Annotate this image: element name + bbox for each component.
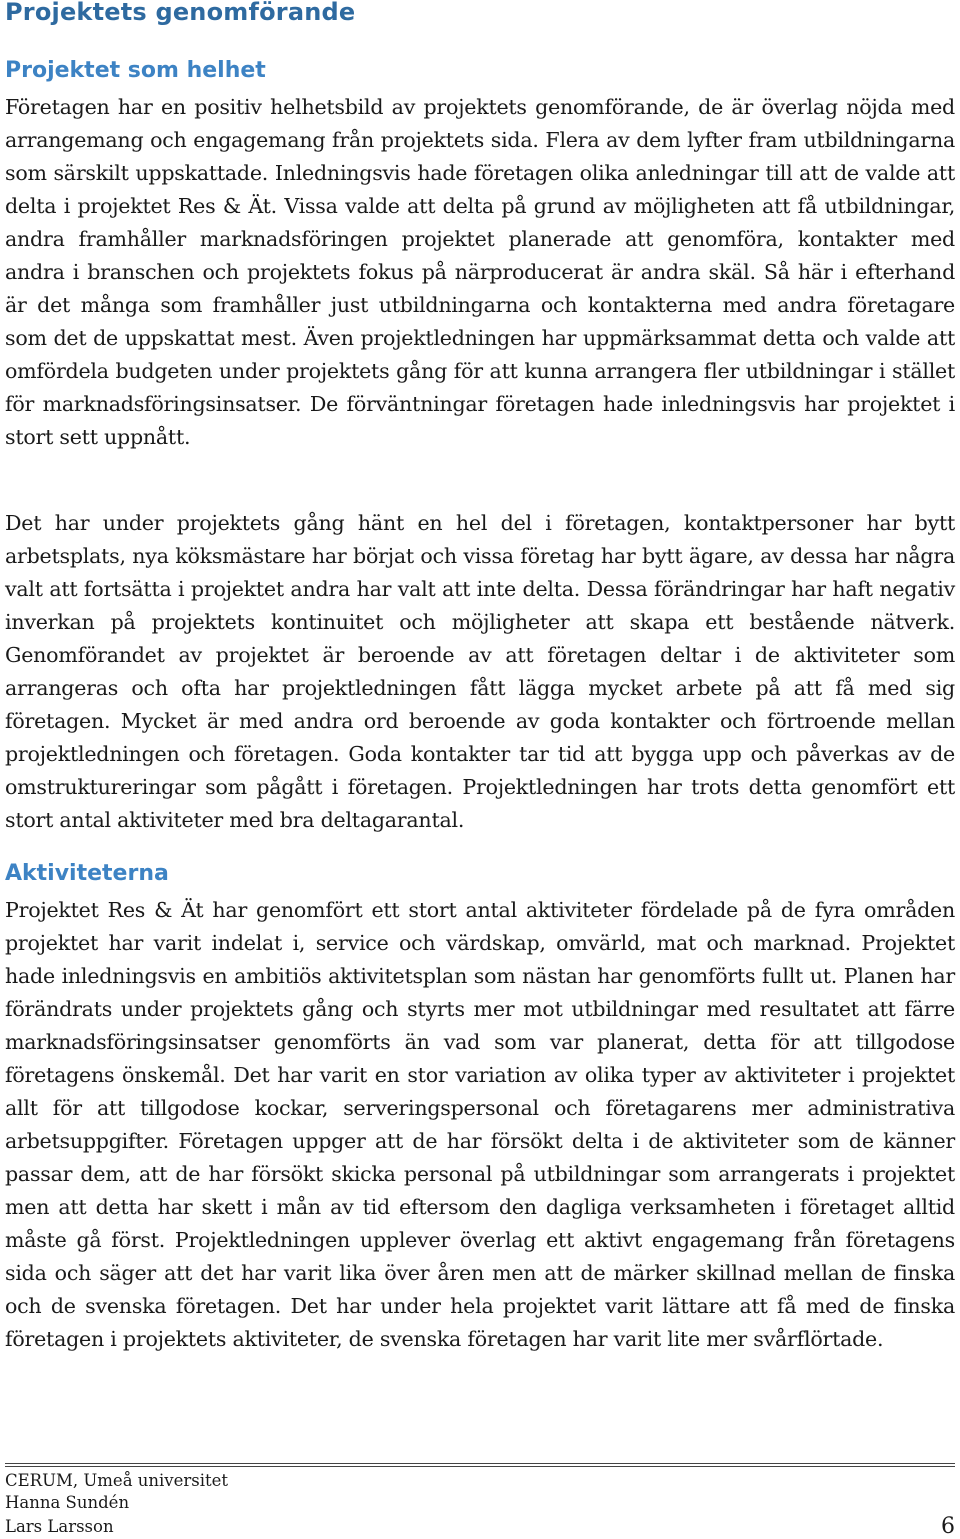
- section-heading-projektet-som-helhet: Projektet som helhet: [5, 58, 266, 83]
- page-title: Projektets genomförande: [5, 0, 356, 26]
- paragraph-1: Företagen har en positiv helhetsbild av projektets genomförande, de är överlag nöjda med arrangemang och engagemang från projektets sida. Flera av dem lyfter fram utbildningarna som särskilt uppskattade. Inledningsvis hade företagen olika anledningar till att de valde att delta i projektet Res & Ät. Vissa valde att delta på grund av möjligheten att få utbildningar, andra framhåller marknadsföringen projektet planerade att genomföra, kontakter med andra i branschen och projektets fokus på närproducerat är andra skäl. Så här i efterhand är det många som framhåller just utbildningarna och kontakterna med andra företagare som det de uppskattat mest. Även projektledningen har uppmärksammat detta och valde att omfördela budgeten under projektets gång för att kunna arrangera fler utbildningar i stället för marknadsföringsinsatser. De förväntningar företagen hade inledningsvis har projektet i stort sett uppnått.: [5, 95, 955, 449]
- section-heading-aktiviteterna: Aktiviteterna: [5, 861, 169, 886]
- footer-org: CERUM, Umeå universitet: [5, 1471, 229, 1490]
- paragraph-3: Projektet Res & Ät har genomfört ett stort antal aktiviteter fördelade på de fyra områden projektet har varit indelat i, service och värdskap, omvärld, mat och marknad. Projektet hade inledningsvis en ambitiös aktivitetsplan som nästan har genomförts fullt ut. Planen har förändrats under projektets gång och styrts mer mot utbildningar med resultatet att färre marknadsföringsinsatser genomförts än vad som var planerat, detta för att tillgodose företagens önskemål. Det har varit en stor variation av olika typer av aktiviteter i projektet allt för att tillgodose kockar, serveringspersonal och företagarens mer administrativa arbetsuppgifter. Företagen uppger att de har försökt delta i de aktiviteter som de känner passar dem, att de har försökt skicka personal på utbildningar som arrangerats i projektet men att detta har skett i mån av tid eftersom den dagliga verksamheten i företaget alltid måste gå först. Projektledningen upplever överlag ett aktivt engagemang från företagens sida och säger att det har varit lika över åren men att de märker skillnad mellan de finska och de svenska företagen. Det har under hela projektet varit lättare att få med de finska företagen i projektets aktiviteter, de svenska företagen har varit lite mer svårflörtade.: [5, 898, 955, 1351]
- footer-divider: [5, 1463, 955, 1467]
- footer-author-2: Lars Larsson: [5, 1517, 114, 1536]
- page-number: 6: [941, 1514, 955, 1539]
- footer-author-1: Hanna Sundén: [5, 1493, 130, 1512]
- paragraph-2: Det har under projektets gång hänt en hel del i företagen, kontaktpersoner har bytt arbetsplats, nya köksmästare har börjat och vissa företag har bytt ägare, av dessa har några valt att fortsätta i projektet andra har valt att inte delta. Dessa förändringar har haft negativ inverkan på projektets kontinuitet och möjligheter att skapa ett bestående nätverk. Genomförandet av projektet är beroende av att företagen deltar i de aktiviteter som arrangeras och ofta har projektledningen fått lägga mycket arbete på att få med sig företagen. Mycket är med andra ord beroende av goda kontakter och förtroende mellan projektledningen och företagen. Goda kontakter tar tid att bygga upp och påverkas av de omstruktureringar som pågått i företagen. Projektledningen har trots detta genomfört ett stort antal aktiviteter med bra deltagarantal.: [5, 511, 955, 832]
